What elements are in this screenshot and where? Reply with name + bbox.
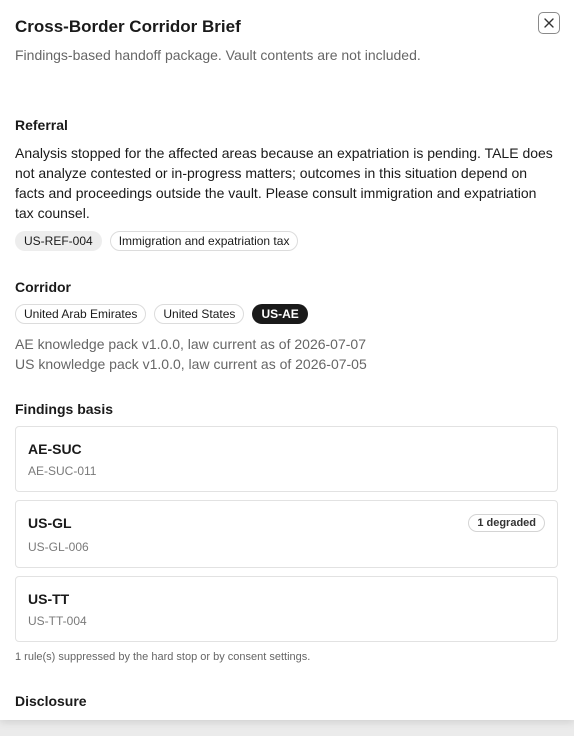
knowledge-pack-ae: AE knowledge pack v1.0.0, law current as of 2026-07-07 <box>15 336 366 352</box>
finding-domain: AE-SUC <box>28 441 82 457</box>
finding-domain: US-TT <box>28 591 70 607</box>
corridor-heading: Corridor <box>15 279 71 295</box>
corridor-code-chip: US-AE <box>252 304 307 324</box>
corridor-chips <box>15 304 308 324</box>
dialog-subtitle: Findings-based handoff package. Vault contents are not included. <box>15 47 421 63</box>
referral-code-chip: US-REF-004 <box>15 231 102 251</box>
finding-card <box>15 426 558 492</box>
finding-card <box>15 576 558 642</box>
close-icon <box>543 17 555 29</box>
suppressed-rules-note: 1 rule(s) suppressed by the hard stop or by consent settings. <box>15 651 311 663</box>
close-button[interactable] <box>538 12 560 34</box>
disclosure-heading: Disclosure <box>15 693 87 709</box>
referral-chips <box>15 231 298 251</box>
referral-topic-chip: Immigration and expatriation tax <box>110 231 299 251</box>
finding-domain: US-GL <box>28 515 72 531</box>
country-chip-ae: United Arab Emirates <box>15 304 146 324</box>
finding-rule-id: AE-SUC-011 <box>28 464 97 478</box>
referral-text: Analysis stopped for the affected areas because an expatriation is pending. TALE does not analyze contested or in-progress matters; outcomes in this situation depend on facts and proceedings outside the vault. Please consult immigration and expatriation tax counsel. <box>15 145 553 221</box>
dialog-title: Cross-Border Corridor Brief <box>15 17 241 36</box>
referral-heading: Referral <box>15 117 68 133</box>
knowledge-pack-us: US knowledge pack v1.0.0, law current as of 2026-07-05 <box>15 356 367 372</box>
finding-rule-id: US-TT-004 <box>28 614 87 628</box>
finding-rule-id: US-GL-006 <box>28 540 89 554</box>
country-chip-us: United States <box>154 304 244 324</box>
findings-heading: Findings basis <box>15 401 114 417</box>
finding-card <box>15 500 558 568</box>
degraded-badge: 1 degraded <box>468 514 545 532</box>
